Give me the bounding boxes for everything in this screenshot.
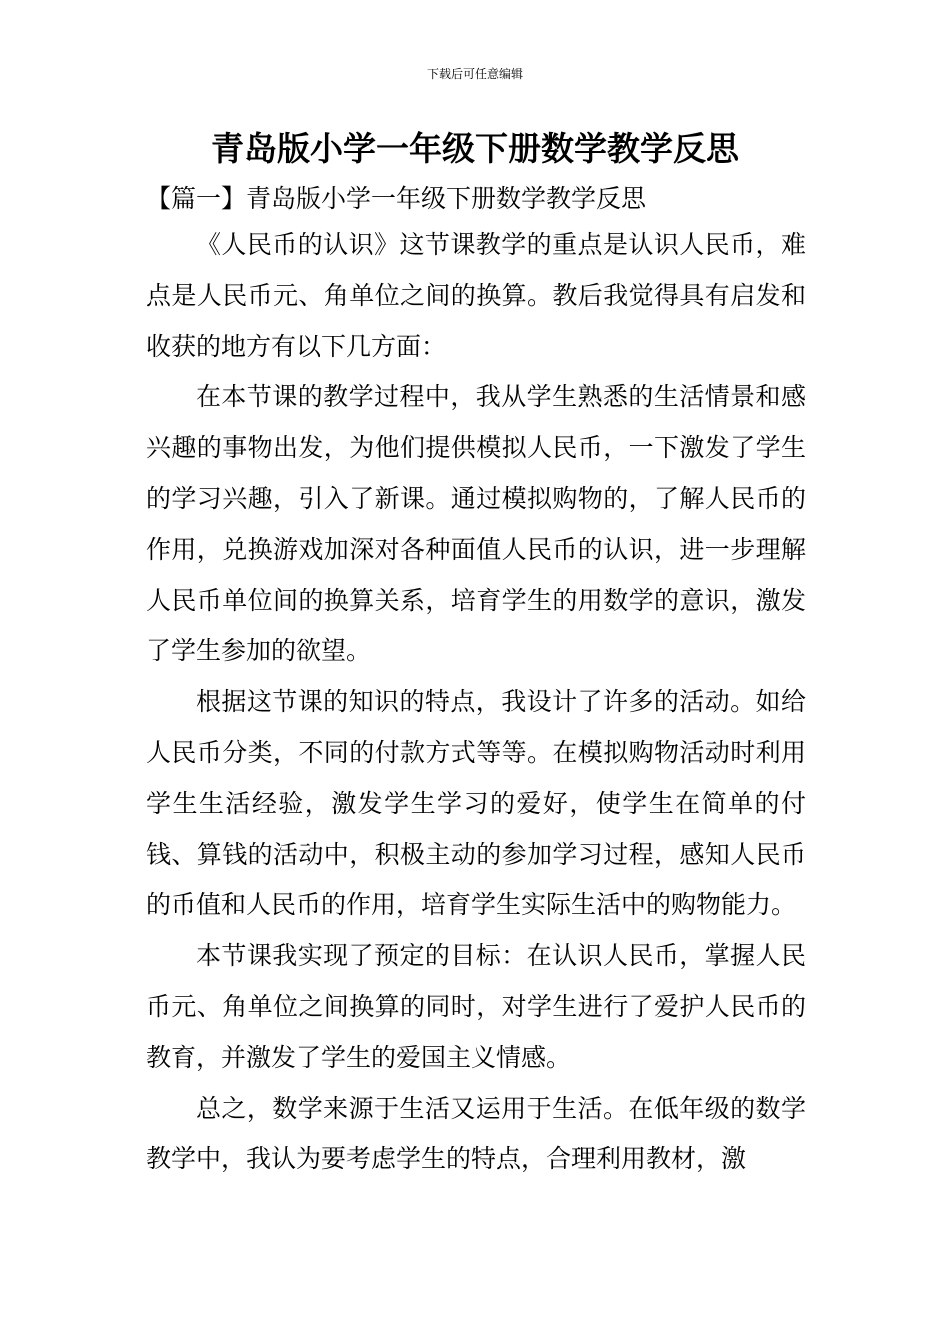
paragraph: 总之，数学来源于生活又运用于生活。在低年级的数学教学中，我认为要考虑学生的特点，合理利用教材，激 bbox=[146, 1093, 806, 1174]
paragraph: 在本节课的教学过程中，我从学生熟悉的生活情景和感兴趣的事物出发，为他们提供模拟人民币，一下激发了学生的学习兴趣，引入了新课。通过模拟购物的，了解人民币的作用，兑换游戏加深对各种面值人民币的认识，进一步理解人民币单位间的换算关系，培育学生的用数学的意识，激发了学生参加的欲望。 bbox=[146, 382, 806, 666]
paragraph: 本节课我实现了预定的目标：在认识人民币，掌握人民币元、角单位之间换算的同时，对学生进行了爱护人民币的教育，并激发了学生的爱国主义情感。 bbox=[146, 941, 806, 1072]
paragraph: 《人民币的认识》这节课教学的重点是认识人民币，难点是人民币元、角单位之间的换算。教后我觉得具有启发和收获的地方有以下几方面： bbox=[146, 230, 806, 361]
paragraph: 根据这节课的知识的特点，我设计了许多的活动。如给人民币分类，不同的付款方式等等。在模拟购物活动时利用学生生活经验，激发学生学习的爱好，使学生在简单的付钱、算钱的活动中，积极主动的参加学习过程，感知人民币的币值和人民币的作用，培育学生实际生活中的购物能力。 bbox=[146, 687, 806, 920]
body-text bbox=[146, 220, 806, 1185]
section-heading: 【篇一】青岛版小学一年级下册数学教学反思 bbox=[146, 184, 647, 213]
header-note: 下载后可任意编辑 bbox=[426, 67, 523, 81]
document-title: 青岛版小学一年级下册数学教学反思 bbox=[211, 129, 739, 168]
